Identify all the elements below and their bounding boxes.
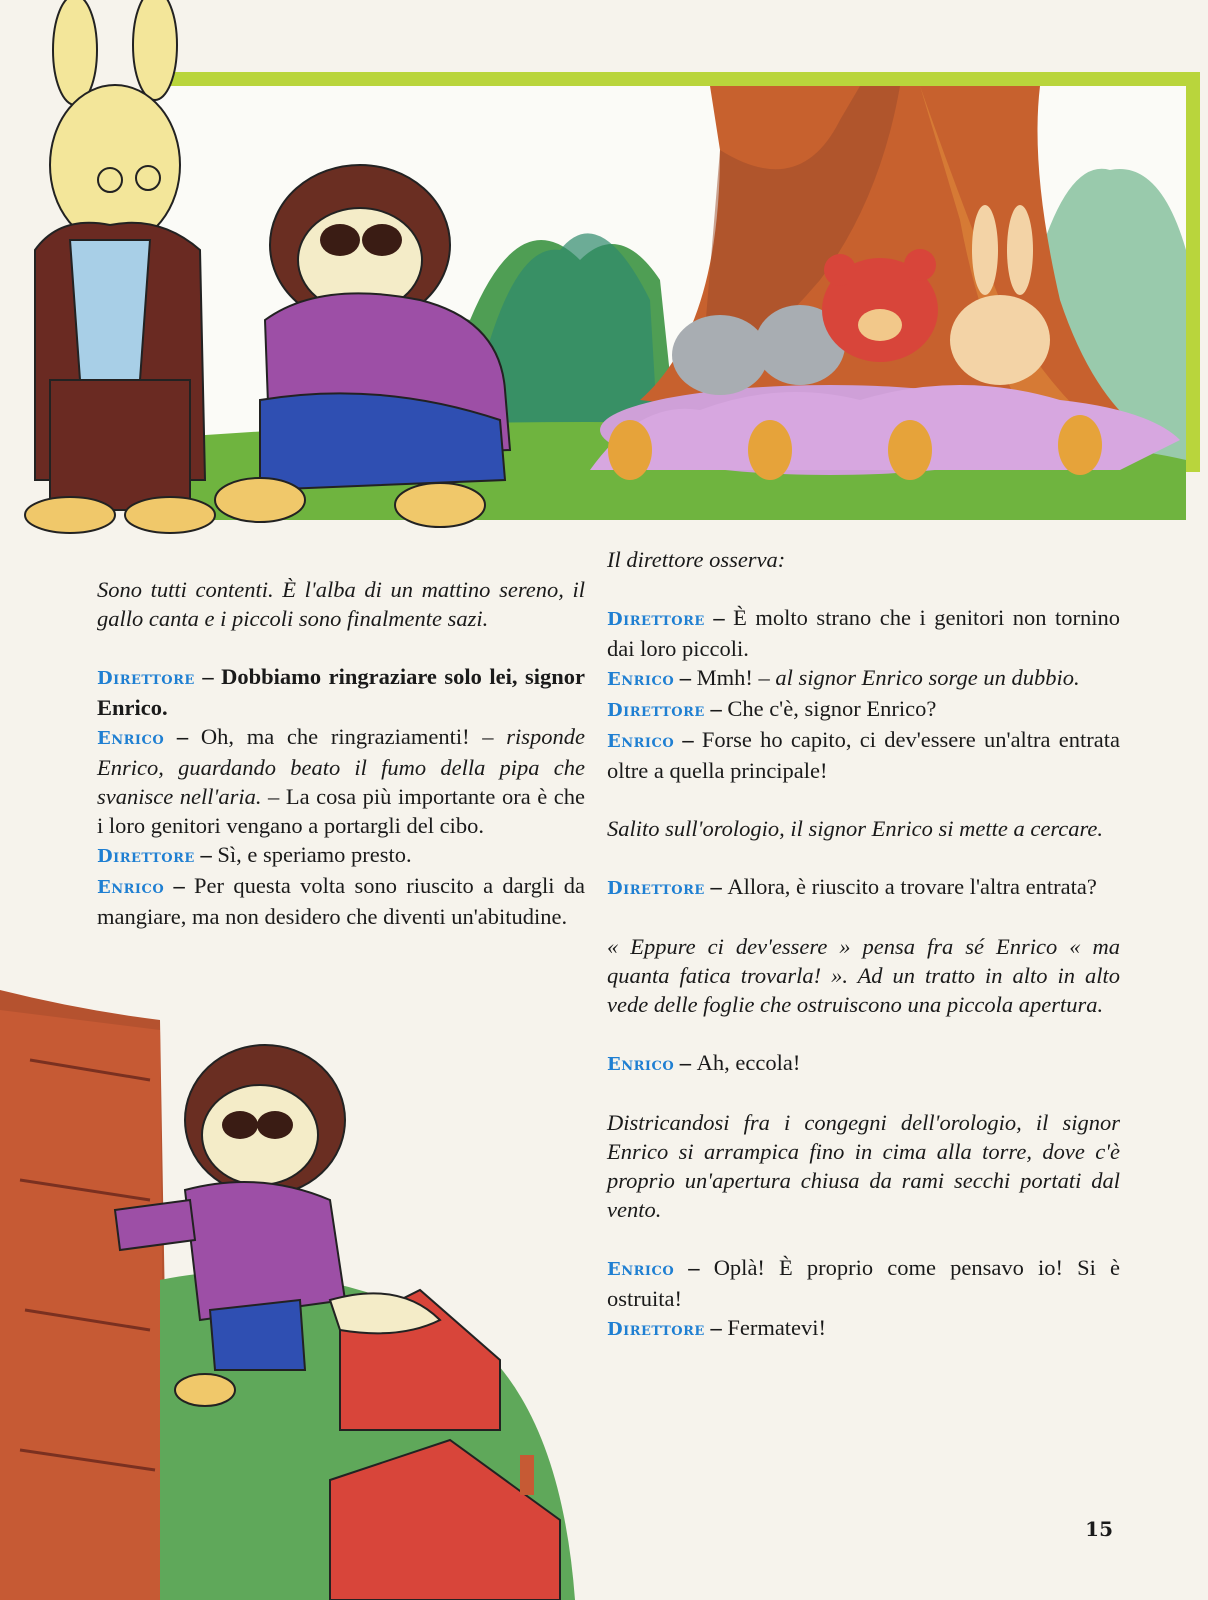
left-dialogue-enrico-1: Enrico – Oh, ma che ringraziamenti! – risponde Enrico, guardando beato il fumo della pipa che svanisce nell'aria. – La cosa più importante ora è che i loro genitori vengano a portargli del cibo.: [97, 724, 586, 838]
speaker-direttore: Direttore: [97, 846, 195, 867]
right-column: [607, 545, 1120, 1344]
right-intro-narration: Il direttore osserva:: [607, 547, 786, 572]
left-dialogue-direttore-2: Direttore – Sì, e speriamo presto.: [97, 842, 412, 867]
speaker-enrico: Enrico: [607, 1259, 675, 1280]
right-narration-1: Salito sull'orologio, il signor Enrico si mette a cercare.: [607, 816, 1104, 841]
left-intro-narration: Sono tutti contenti. È l'alba di un mattino sereno, il gallo canta e i piccoli sono finalmente sazi.: [97, 577, 585, 631]
speaker-enrico: Enrico: [607, 1054, 675, 1075]
right-dialogue-direttore-2: Direttore – Che c'è, signor Enrico?: [607, 696, 937, 721]
speaker-direttore: Direttore: [607, 1319, 705, 1340]
left-dialogue-direttore-1: Direttore – Dobbiamo ringraziare solo lei, signor Enrico.: [97, 664, 585, 720]
right-dialogue-enrico-4: Enrico – Oplà! È proprio come pensavo io! Si è ostruita!: [607, 1255, 1120, 1311]
speaker-enrico: Enrico: [607, 731, 675, 752]
right-dialogue-direttore-4: Direttore – Fermatevi!: [607, 1315, 827, 1340]
speaker-enrico: Enrico: [97, 728, 165, 749]
speaker-direttore: Direttore: [607, 609, 705, 630]
speaker-direttore: Direttore: [97, 668, 195, 689]
right-dialogue-enrico-3: Enrico – Ah, eccola!: [607, 1050, 801, 1075]
speaker-direttore: Direttore: [607, 700, 705, 721]
speaker-direttore: Direttore: [607, 878, 705, 899]
speaker-enrico: Enrico: [97, 877, 165, 898]
climbing-raccoon-illustration: [0, 990, 575, 1600]
right-narration-3: Districandosi fra i congegni dell'orologio, il signor Enrico si arrampica fino in cima alla torre, dove c'è proprio un'apertura chiusa da rami secchi portati dal vento.: [607, 1110, 1120, 1222]
right-dialogue-enrico-2: Enrico – Forse ho capito, ci dev'essere un'altra entrata oltre a quella principale!: [607, 727, 1120, 783]
speaker-enrico: Enrico: [607, 669, 675, 690]
right-dialogue-direttore-1: Direttore – È molto strano che i genitori non tornino dai loro piccoli.: [607, 605, 1121, 661]
left-column: [97, 575, 585, 931]
left-dialogue-enrico-2: Enrico – Per questa volta sono riuscito a dargli da mangiare, ma non desidero che diventi un'abitudine.: [97, 873, 585, 929]
right-narration-2: « Eppure ci dev'essere » pensa fra sé Enrico « ma quanta fatica trovarla! ». Ad un tratto in alto in alto vede delle foglie che ostruiscono una piccola apertura.: [607, 934, 1120, 1017]
page-number: 15: [1085, 1517, 1113, 1541]
right-dialogue-direttore-3: Direttore – Allora, è riuscito a trovare l'altra entrata?: [607, 874, 1097, 899]
right-dialogue-enrico-1: Enrico – Mmh! – al signor Enrico sorge un dubbio.: [607, 665, 1080, 690]
